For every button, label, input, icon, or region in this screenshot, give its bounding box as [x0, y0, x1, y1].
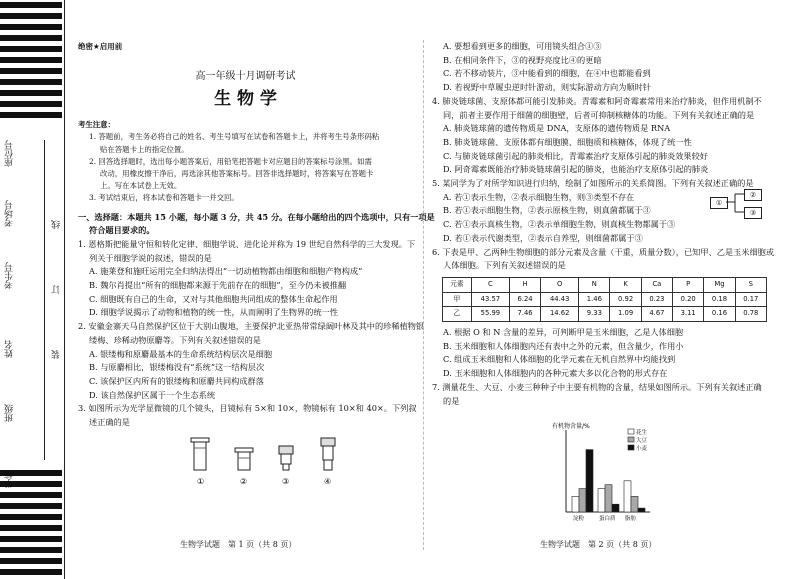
binding-bar [0, 514, 62, 520]
table-cell: 43.57 [471, 292, 509, 307]
lens-label: ③ [282, 476, 290, 486]
lens-label: ① [197, 476, 205, 486]
diagram-box-1: ① [710, 197, 728, 209]
question-6 [432, 246, 792, 381]
chart-title: 有机物含量/% [552, 423, 590, 430]
binding-bar [0, 101, 62, 107]
question-stem: 6. 下表是甲、乙两种生物细胞的部分元素及含量（干重，质量分数），已知甲、乙是玉米细胞或 [432, 246, 775, 257]
question-stem: 的是 [443, 395, 460, 406]
binding-bar [0, 569, 62, 575]
exam-room-label: 考场号 [5, 200, 15, 227]
option-c: C. 若①表示真核生物，②表示单细胞生物，则真核生物都属于③ [443, 219, 676, 230]
bind-label: 装 [52, 350, 62, 359]
eyepiece-lens-icon [235, 448, 253, 470]
option-a: A. 肺炎链球菌的遗传物质是 DNA，支原体的遗传物质是 RNA [443, 123, 671, 134]
class-label: 班级 [5, 404, 15, 422]
chart-bar [598, 489, 605, 512]
x-tick-label: 蛋白质 [599, 516, 616, 522]
school-label: 学校 [5, 470, 15, 488]
table-row [443, 292, 767, 307]
question-stem: 7. 测量花生、大豆、小麦三种种子中主要有机物的含量，结果如图所示。下列有关叙述正确 [432, 381, 762, 392]
option-b: B. 若①表示细胞生物，②表示原核生物，则真菌都属于③ [443, 205, 651, 216]
option-d: D. 该自然保护区属于一个生态系统 [89, 389, 216, 400]
binding-bar [0, 68, 62, 74]
legend-swatch [628, 445, 634, 450]
option-d: D. 若视野中草履虫逆时针游动，则实际游动方向为顺时针 [443, 82, 651, 93]
binding-bar [0, 13, 62, 19]
binding-line [44, 140, 45, 460]
diagram-box-3: ③ [744, 207, 762, 219]
table-cell: 1.09 [610, 307, 641, 322]
table-header-cell: O [541, 277, 579, 292]
notice-item: 3. 考试结束后，将本试卷和答题卡一并交回。 [89, 193, 239, 203]
question-stem: 2. 安徽金寨天马自然保护区位于大别山腹地，主要保护北亚热带常绿阔叶林及其中的珍稀植物银 [78, 321, 425, 332]
table-cell: 0.16 [704, 307, 735, 322]
option-c: C. 组成玉米细胞和人体细胞的化学元素在无机自然界中均能找到 [443, 354, 676, 365]
right-page [432, 40, 792, 408]
organic-content-chart [548, 420, 658, 530]
table-cell: 3.11 [673, 307, 704, 322]
table-cell: 0.17 [735, 292, 766, 307]
section-title: 符合题目要求的。 [89, 225, 155, 236]
option-b: B. 玉米细胞和人体细胞内还有表中之外的元素，但含量少，作用小 [443, 340, 684, 351]
option-a: A. 施莱登和施旺运用完全归纳法得出“一切动植物都由细胞和细胞产物构成” [89, 266, 363, 277]
diagram-connector [726, 189, 746, 219]
page-divider [423, 40, 424, 550]
notice-item: 改动，用橡皮擦干净后，再选涂其他答案标号。回答非选择题时，将答案写在答题卡 [100, 168, 374, 178]
notice-item: 贴在答题卡上的指定位置。 [100, 144, 189, 154]
question-stem: 缕梅、珍稀动物原麝等。下列有关叙述错误的是 [89, 334, 261, 345]
table-header-cell: P [673, 277, 704, 292]
binding-bar [0, 24, 62, 30]
secret-label: 绝密★启用前 [78, 42, 123, 51]
question-stem: 列关于细胞学说的叙述，错误的是 [89, 252, 212, 263]
binding-line [64, 0, 65, 579]
option-a: A. 银缕梅和原麝最基本的生命系统结构层次是细胞 [89, 348, 273, 359]
table-cell: 9.33 [579, 307, 610, 322]
chart-bar [612, 504, 619, 512]
binding-bar [0, 112, 62, 118]
question-stem: 述正确的是 [89, 417, 130, 428]
option-c: C. 与肺炎链球菌引起的肺炎相比，青霉素治疗支原体引起的肺炎效果较好 [443, 150, 708, 161]
binding-bar [0, 46, 62, 52]
table-cell: 4.67 [641, 307, 672, 322]
question-7 [432, 381, 792, 408]
binding-bar [0, 558, 62, 564]
option-b: B. 在相同条件下，③的视野亮度比④的更暗 [443, 54, 602, 65]
binding-bar [0, 525, 62, 531]
question-stem: 3. 如图所示为光学显微镜的几个镜头，目镜标有 5×和 10×，物镜标有 10×和 40×。下列叙 [78, 403, 417, 414]
option-b: B. 肺炎链球菌、支原体都有细胞膜、细胞质和核糖体，体现了统一性 [443, 136, 692, 147]
question-stem: 4. 肺炎链球菌、支原体都可能引发肺炎。青霉素和阿奇霉素常用来治疗肺炎，但作用机制不 [432, 95, 762, 106]
table-header-cell: N [579, 277, 610, 292]
x-tick-label: 淀粉 [573, 516, 585, 522]
chart-bar [579, 489, 586, 512]
chart-bar [631, 496, 638, 512]
option-d: D. 若①表示代谢类型，②表示自养型，则细菌都属于③ [443, 232, 643, 243]
lens-label: ④ [324, 476, 332, 486]
table-cell: 44.43 [541, 292, 579, 307]
legend-swatch [628, 437, 634, 442]
element-table [442, 277, 767, 322]
binding-bar [0, 503, 62, 509]
left-page [78, 40, 435, 492]
section-title: 一、选择题：本题共 15 小题，每小题 3 分，共 45 分。在每小题给出的四个选项中，只有一项是 [78, 211, 435, 222]
binding-bar [0, 79, 62, 85]
table-header-cell: H [509, 277, 540, 292]
question-stem: 1. 恩格斯把能量守恒和转化定律、细胞学说、进化论并称为 19 世纪自然科学的三大发现。下 [78, 238, 416, 249]
lens-figure [183, 434, 383, 492]
table-header-cell: Ca [641, 277, 672, 292]
table-cell: 0.23 [641, 292, 672, 307]
notice-item: 上。写在本试卷上无效。 [100, 181, 182, 191]
table-cell: 0.78 [735, 307, 766, 322]
table-header-cell: C [471, 277, 509, 292]
notice-block [78, 119, 413, 204]
subject-title: 生 物 学 [214, 89, 277, 110]
binding-bar [0, 492, 62, 498]
option-d: D. 细胞学说揭示了动物和植物的统一性，从而阐明了生物界的统一性 [89, 307, 338, 318]
question-4 [432, 95, 792, 177]
option-d: D. 玉米细胞和人体细胞内的各种元素大多以化合物的形式存在 [443, 368, 668, 379]
chart-bar [586, 450, 593, 512]
binding-bar [0, 536, 62, 542]
table-cell: 6.24 [509, 292, 540, 307]
section-heading [78, 211, 435, 238]
option-a: A. 根据 O 和 N 含量的差异，可判断甲是玉米细胞，乙是人体细胞 [443, 327, 684, 338]
table-cell: 0.20 [673, 292, 704, 307]
chart-bar [624, 481, 631, 512]
question-stem: 同，前者主要作用于细菌的细胞壁，后者可抑制核糖体的功能。下列有关叙述正确的是 [443, 109, 755, 120]
table-row [443, 307, 767, 322]
eyepiece-lens-icon [191, 438, 209, 470]
question-stem: 5. 某同学为了对所学知识进行归纳，绘制了如图所示的关系简图。下列有关叙述正确的是 [432, 178, 754, 189]
option-b: B. 魏尔肖提出“所有的细胞都来源于先前存在的细胞”，至今仍未被推翻 [89, 280, 347, 291]
table-cell: 55.99 [471, 307, 509, 322]
exam-title: 高一年级十月调研考试 [195, 70, 296, 82]
table-header-cell: 元素 [443, 277, 472, 292]
table-header-cell: Mg [704, 277, 735, 292]
staple-label: 订 [52, 285, 62, 294]
question-5 [432, 177, 792, 246]
notice-title: 考生注意： [78, 120, 115, 130]
page-footer-right: 生物学试题 第 2 页（共 8 页） [540, 540, 657, 549]
seat-number-label: 座位号 [5, 140, 15, 167]
legend-label: 花生 [636, 430, 648, 436]
notice-item: 2. 回答选择题时，选出每小题答案后，用铅笔把答题卡对应题目的答案标号涂黑。如需 [89, 156, 372, 166]
option-c: C. 该保护区内所有的银缕梅和原麝共同构成群落 [89, 375, 264, 386]
table-cell: 乙 [443, 307, 472, 322]
table-cell: 14.62 [541, 307, 579, 322]
chart-bar [605, 485, 612, 512]
binding-bar [0, 2, 62, 8]
binding-bar [0, 57, 62, 63]
option-a: A. 若①表示生物，②表示细胞生物，则③类型不存在 [443, 191, 635, 202]
option-d: D. 阿奇霉素既能治疗肺炎链球菌引起的肺炎，也能治疗支原体引起的肺炎 [443, 164, 709, 175]
legend-label: 小麦 [636, 446, 648, 452]
table-header-cell: K [610, 277, 641, 292]
table-header-row [443, 277, 767, 292]
table-cell: 0.18 [704, 292, 735, 307]
legend-swatch [628, 429, 634, 434]
lens-label: ② [240, 476, 248, 486]
student-number-label: 考生号 [5, 262, 15, 289]
table-cell: 1.46 [579, 292, 610, 307]
line-label: 线 [52, 220, 62, 229]
legend-label: 大豆 [636, 438, 648, 444]
option-a: A. 要想看到更多的细胞，可用镜头组合①③ [443, 41, 602, 51]
question-stem: 人体细胞。下列有关叙述错误的是 [443, 260, 566, 271]
option-c: C. 细胞既有自己的生命，又对与其他细胞共同组成的整体生命起作用 [89, 293, 338, 304]
binding-bar [0, 90, 62, 96]
notice-item: 1. 答题前，考生务必将自己的姓名、考生号填写在试卷和答题卡上，并将考生号条形码粘 [89, 132, 380, 142]
option-c: C. 若不移动装片，③中能看到的细胞，在④中也都能看到 [443, 68, 651, 79]
name-label: 姓名 [5, 340, 15, 358]
chart-bar [572, 496, 579, 512]
objective-lens-icon [279, 446, 293, 470]
table-cell: 甲 [443, 292, 472, 307]
question-3-options [432, 40, 792, 95]
page-footer-left: 生物学试题 第 1 页（共 8 页） [180, 540, 297, 549]
question-2 [78, 320, 425, 402]
binding-bar [0, 35, 62, 41]
objective-lens-icon [321, 438, 335, 470]
binding-bar [0, 547, 62, 553]
table-cell: 7.46 [509, 307, 540, 322]
table-cell: 0.92 [610, 292, 641, 307]
question-3 [78, 402, 417, 491]
x-tick-label: 脂肪 [625, 516, 637, 522]
table-header-cell: S [735, 277, 766, 292]
diagram-box-2: ② [744, 189, 762, 201]
question-1 [78, 238, 416, 320]
option-b: B. 与原麝相比，银缕梅没有“系统”这一结构层次 [89, 362, 265, 373]
chart-bar [638, 508, 645, 512]
